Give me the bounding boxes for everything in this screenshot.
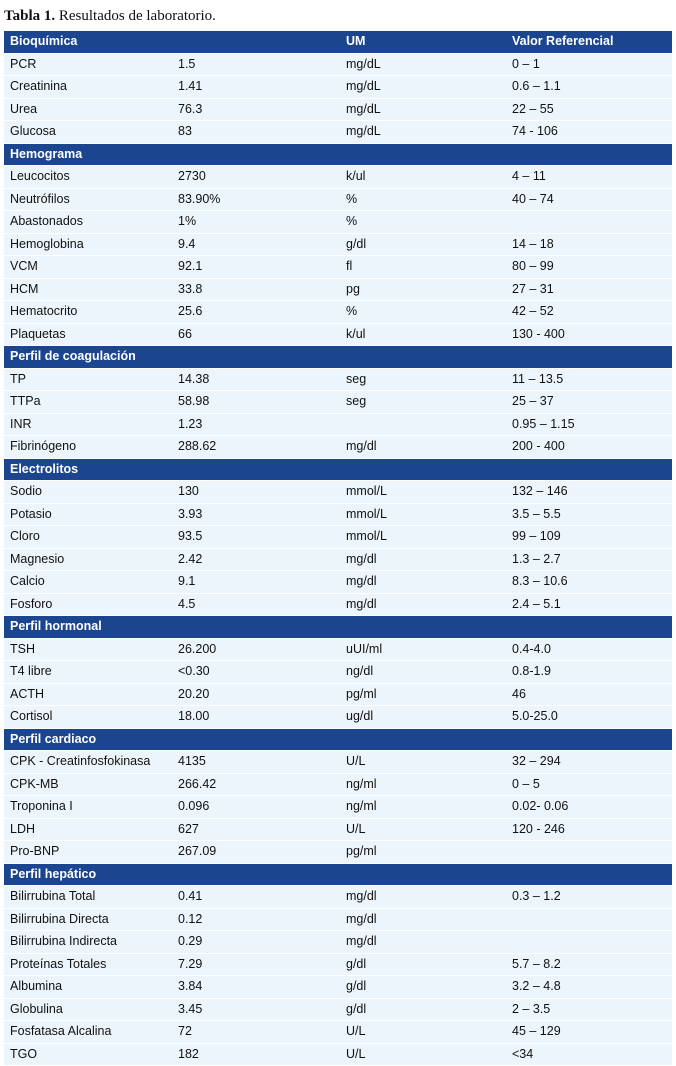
test-value: 14.38 <box>172 368 340 391</box>
test-reference: 120 - 246 <box>506 818 672 841</box>
test-name: Bilirrubina Total <box>4 886 172 909</box>
test-unit: g/dl <box>340 953 506 976</box>
table-row <box>4 818 672 841</box>
test-name: Leucocitos <box>4 166 172 189</box>
column-header-ref: Valor Referencial <box>506 31 672 53</box>
test-unit: mg/dl <box>340 571 506 594</box>
table-row <box>4 76 672 99</box>
test-name: Albumina <box>4 976 172 999</box>
test-unit: seg <box>340 368 506 391</box>
table-row <box>4 593 672 616</box>
test-name: TP <box>4 368 172 391</box>
test-unit: ug/dl <box>340 706 506 729</box>
section-header-spacer <box>340 458 506 481</box>
test-unit: mg/dl <box>340 548 506 571</box>
test-reference <box>506 841 672 864</box>
section-header-spacer <box>172 458 340 481</box>
table-row <box>4 638 672 661</box>
table-row <box>4 661 672 684</box>
test-name: Calcio <box>4 571 172 594</box>
test-name: Glucosa <box>4 121 172 144</box>
test-value: 66 <box>172 323 340 346</box>
table-row <box>4 436 672 459</box>
test-value: 3.84 <box>172 976 340 999</box>
test-reference: 32 – 294 <box>506 751 672 774</box>
test-unit: U/L <box>340 751 506 774</box>
test-name: Proteínas Totales <box>4 953 172 976</box>
table-row <box>4 841 672 864</box>
table-row <box>4 796 672 819</box>
test-name: VCM <box>4 256 172 279</box>
test-value: <0.30 <box>172 661 340 684</box>
section-header-row <box>4 346 672 369</box>
test-reference: 1.3 – 2.7 <box>506 548 672 571</box>
test-unit: mg/dl <box>340 886 506 909</box>
test-reference: 5.0-25.0 <box>506 706 672 729</box>
test-unit: uUI/ml <box>340 638 506 661</box>
test-value: 267.09 <box>172 841 340 864</box>
test-unit <box>340 413 506 436</box>
test-value: 1% <box>172 211 340 234</box>
test-name: TSH <box>4 638 172 661</box>
test-value: 93.5 <box>172 526 340 549</box>
test-unit: mg/dl <box>340 931 506 954</box>
table-row <box>4 976 672 999</box>
test-unit: pg <box>340 278 506 301</box>
section-header-row <box>4 863 672 886</box>
test-unit: pg/ml <box>340 683 506 706</box>
section-header-spacer <box>506 616 672 639</box>
test-name: Pro-BNP <box>4 841 172 864</box>
table-row <box>4 323 672 346</box>
test-name: HCM <box>4 278 172 301</box>
section-header-spacer <box>506 863 672 886</box>
test-name: Creatinina <box>4 76 172 99</box>
test-name: PCR <box>4 53 172 76</box>
test-reference: 14 – 18 <box>506 233 672 256</box>
section-header-spacer <box>506 346 672 369</box>
test-unit: mg/dL <box>340 121 506 144</box>
test-name: Hematocrito <box>4 301 172 324</box>
table-row <box>4 908 672 931</box>
test-unit: g/dl <box>340 998 506 1021</box>
table-row <box>4 188 672 211</box>
table-row <box>4 391 672 414</box>
test-value: 4.5 <box>172 593 340 616</box>
section-title: Perfil hepático <box>4 863 172 886</box>
test-reference: 130 - 400 <box>506 323 672 346</box>
test-reference <box>506 931 672 954</box>
test-reference <box>506 908 672 931</box>
test-reference: 0.4-4.0 <box>506 638 672 661</box>
table-row <box>4 931 672 954</box>
table-row <box>4 953 672 976</box>
test-reference: 27 – 31 <box>506 278 672 301</box>
test-value: 9.1 <box>172 571 340 594</box>
caption-label: Tabla 1. <box>4 8 56 24</box>
test-unit: mg/dL <box>340 98 506 121</box>
test-reference: 0 – 5 <box>506 773 672 796</box>
test-value: 9.4 <box>172 233 340 256</box>
section-header-spacer <box>340 863 506 886</box>
section-header-spacer <box>172 728 340 751</box>
table-row <box>4 886 672 909</box>
test-reference: <34 <box>506 1043 672 1066</box>
table-row <box>4 233 672 256</box>
test-name: ACTH <box>4 683 172 706</box>
test-unit: k/ul <box>340 166 506 189</box>
test-value: 33.8 <box>172 278 340 301</box>
test-reference: 4 – 11 <box>506 166 672 189</box>
test-name: Potasio <box>4 503 172 526</box>
test-value: 182 <box>172 1043 340 1066</box>
section-title: Perfil hormonal <box>4 616 172 639</box>
table-row <box>4 706 672 729</box>
test-unit: ng/ml <box>340 773 506 796</box>
table-row <box>4 211 672 234</box>
test-reference: 0.02- 0.06 <box>506 796 672 819</box>
table-row <box>4 571 672 594</box>
test-name: Hemoglobina <box>4 233 172 256</box>
test-name: Cortisol <box>4 706 172 729</box>
test-name: INR <box>4 413 172 436</box>
table-row <box>4 1043 672 1066</box>
test-unit: mg/dL <box>340 53 506 76</box>
test-unit: mmol/L <box>340 503 506 526</box>
test-value: 72 <box>172 1021 340 1044</box>
test-reference: 42 – 52 <box>506 301 672 324</box>
test-name: TGO <box>4 1043 172 1066</box>
section-header-spacer <box>340 728 506 751</box>
test-value: 3.45 <box>172 998 340 1021</box>
section-header-spacer <box>172 346 340 369</box>
test-reference: 74 - 106 <box>506 121 672 144</box>
test-reference: 0 – 1 <box>506 53 672 76</box>
table-row <box>4 413 672 436</box>
test-unit: g/dl <box>340 976 506 999</box>
test-name: Troponina I <box>4 796 172 819</box>
test-value: 0.41 <box>172 886 340 909</box>
test-reference: 0.95 – 1.15 <box>506 413 672 436</box>
test-value: 83.90% <box>172 188 340 211</box>
test-value: 266.42 <box>172 773 340 796</box>
test-reference: 2.4 – 5.1 <box>506 593 672 616</box>
section-title: Perfil de coagulación <box>4 346 172 369</box>
test-name: Bilirrubina Directa <box>4 908 172 931</box>
test-unit: U/L <box>340 1043 506 1066</box>
test-reference <box>506 211 672 234</box>
table-row <box>4 503 672 526</box>
table-row <box>4 683 672 706</box>
table-row <box>4 256 672 279</box>
test-unit: seg <box>340 391 506 414</box>
test-name: Urea <box>4 98 172 121</box>
section-title: Perfil cardiaco <box>4 728 172 751</box>
test-value: 18.00 <box>172 706 340 729</box>
test-name: Plaquetas <box>4 323 172 346</box>
test-reference: 200 - 400 <box>506 436 672 459</box>
test-name: Cloro <box>4 526 172 549</box>
test-reference: 3.2 – 4.8 <box>506 976 672 999</box>
test-name: Fibrinógeno <box>4 436 172 459</box>
test-name: Abastonados <box>4 211 172 234</box>
test-value: 0.096 <box>172 796 340 819</box>
test-name: LDH <box>4 818 172 841</box>
test-reference: 8.3 – 10.6 <box>506 571 672 594</box>
section-title: Bioquímica <box>4 31 172 53</box>
table-row <box>4 526 672 549</box>
table-row <box>4 121 672 144</box>
test-value: 20.20 <box>172 683 340 706</box>
test-reference: 11 – 13.5 <box>506 368 672 391</box>
test-name: Neutrófilos <box>4 188 172 211</box>
section-header-spacer <box>506 458 672 481</box>
test-reference: 46 <box>506 683 672 706</box>
test-value: 130 <box>172 481 340 504</box>
table-row <box>4 53 672 76</box>
section-header-spacer <box>340 143 506 166</box>
section-header-row <box>4 616 672 639</box>
test-unit: mg/dL <box>340 76 506 99</box>
column-header-um: UM <box>340 31 506 53</box>
test-unit: fl <box>340 256 506 279</box>
test-name: Fosfatasa Alcalina <box>4 1021 172 1044</box>
test-name: CPK-MB <box>4 773 172 796</box>
section-header-spacer <box>172 616 340 639</box>
test-reference: 0.8-1.9 <box>506 661 672 684</box>
section-header-row <box>4 458 672 481</box>
test-reference: 22 – 55 <box>506 98 672 121</box>
test-reference: 40 – 74 <box>506 188 672 211</box>
test-name: Sodio <box>4 481 172 504</box>
table-row <box>4 166 672 189</box>
test-unit: mg/dl <box>340 436 506 459</box>
test-value: 2730 <box>172 166 340 189</box>
test-unit: U/L <box>340 1021 506 1044</box>
test-reference: 132 – 146 <box>506 481 672 504</box>
test-value: 2.42 <box>172 548 340 571</box>
test-name: CPK - Creatinfosfokinasa <box>4 751 172 774</box>
test-unit: mmol/L <box>340 481 506 504</box>
test-unit: mg/dl <box>340 908 506 931</box>
table-row <box>4 368 672 391</box>
section-header-row <box>4 728 672 751</box>
test-value: 92.1 <box>172 256 340 279</box>
test-value: 1.23 <box>172 413 340 436</box>
test-value: 76.3 <box>172 98 340 121</box>
section-title: Electrolitos <box>4 458 172 481</box>
caption-text: Resultados de laboratorio. <box>58 8 216 24</box>
table-row <box>4 301 672 324</box>
test-reference: 25 – 37 <box>506 391 672 414</box>
test-value: 4135 <box>172 751 340 774</box>
section-header-spacer <box>172 863 340 886</box>
test-value: 26.200 <box>172 638 340 661</box>
test-reference: 0.6 – 1.1 <box>506 76 672 99</box>
test-reference: 80 – 99 <box>506 256 672 279</box>
test-value: 0.29 <box>172 931 340 954</box>
section-header-row <box>4 143 672 166</box>
section-header-row <box>4 31 672 53</box>
test-value: 7.29 <box>172 953 340 976</box>
test-reference: 3.5 – 5.5 <box>506 503 672 526</box>
test-unit: mg/dl <box>340 593 506 616</box>
test-reference: 45 – 129 <box>506 1021 672 1044</box>
test-unit: U/L <box>340 818 506 841</box>
test-name: T4 libre <box>4 661 172 684</box>
table-caption <box>4 5 216 27</box>
test-unit: % <box>340 301 506 324</box>
table-row <box>4 751 672 774</box>
section-header-spacer <box>172 143 340 166</box>
test-unit: pg/ml <box>340 841 506 864</box>
test-reference: 99 – 109 <box>506 526 672 549</box>
section-header-spacer <box>340 346 506 369</box>
test-name: Globulina <box>4 998 172 1021</box>
section-header-spacer <box>506 143 672 166</box>
section-header-spacer <box>172 31 340 53</box>
test-value: 25.6 <box>172 301 340 324</box>
table-row <box>4 481 672 504</box>
lab-results-body <box>4 31 672 1066</box>
test-value: 627 <box>172 818 340 841</box>
table-row <box>4 548 672 571</box>
test-name: TTPa <box>4 391 172 414</box>
test-value: 58.98 <box>172 391 340 414</box>
test-unit: k/ul <box>340 323 506 346</box>
table-row <box>4 998 672 1021</box>
test-reference: 2 – 3.5 <box>506 998 672 1021</box>
test-unit: mmol/L <box>340 526 506 549</box>
section-title: Hemograma <box>4 143 172 166</box>
table-row <box>4 1021 672 1044</box>
table-row <box>4 98 672 121</box>
table-row <box>4 773 672 796</box>
table-row <box>4 278 672 301</box>
test-value: 1.41 <box>172 76 340 99</box>
test-unit: g/dl <box>340 233 506 256</box>
lab-results-table <box>4 31 672 1066</box>
section-header-spacer <box>506 728 672 751</box>
test-value: 3.93 <box>172 503 340 526</box>
test-reference: 5.7 – 8.2 <box>506 953 672 976</box>
test-value: 288.62 <box>172 436 340 459</box>
test-name: Magnesio <box>4 548 172 571</box>
test-unit: % <box>340 211 506 234</box>
test-value: 83 <box>172 121 340 144</box>
test-unit: ng/ml <box>340 796 506 819</box>
test-name: Fosforo <box>4 593 172 616</box>
section-header-spacer <box>340 616 506 639</box>
test-unit: ng/dl <box>340 661 506 684</box>
test-name: Bilirrubina Indirecta <box>4 931 172 954</box>
test-reference: 0.3 – 1.2 <box>506 886 672 909</box>
test-value: 1.5 <box>172 53 340 76</box>
test-unit: % <box>340 188 506 211</box>
test-value: 0.12 <box>172 908 340 931</box>
